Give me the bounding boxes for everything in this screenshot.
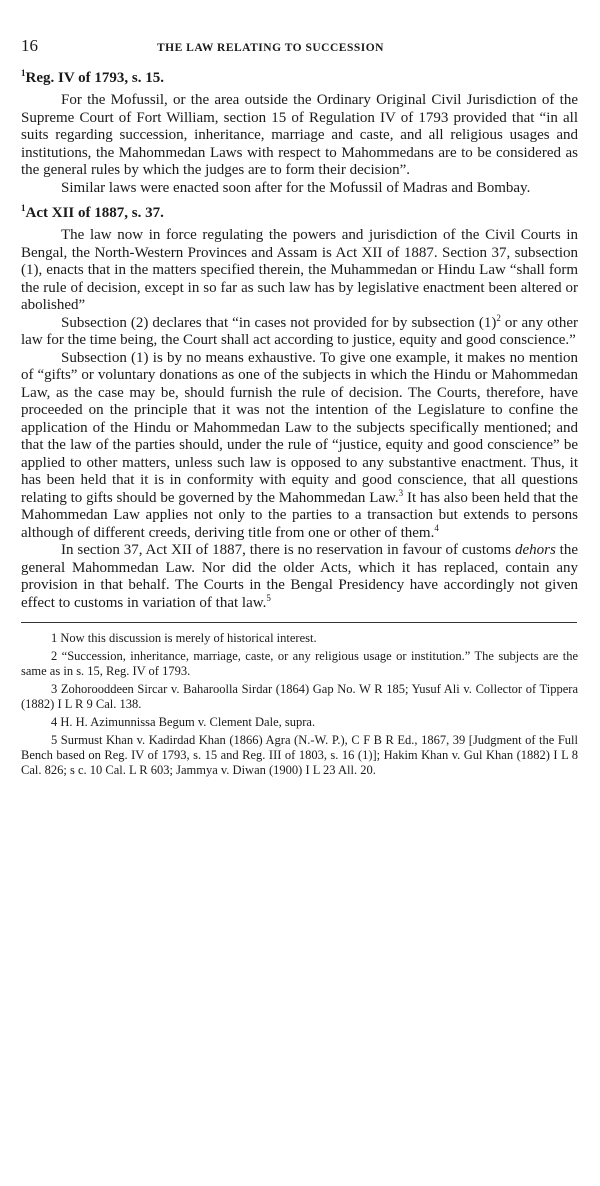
text-run: the general Mahommedan Law. Nor did the older Acts, which it has replaced, contain any provision in that behalf. The Courts in the Bengal Presidency have accordingly not given effect to customs in variation of that law. (21, 542, 579, 611)
italic-term: dehors (514, 542, 556, 558)
footnote: 3 Zohorooddeen Sircar v. Baharoolla Sirdar (1864) Gap No. W R 185; Yusuf Ali v. Collector of Tippera (1882) I L R 9 Cal. 138. (21, 682, 578, 711)
text-run: Subsection (2) declares that “in cases not provided for by subsection (1) (61, 314, 497, 331)
footnote: 1 Now this discussion is merely of historical interest. (51, 631, 317, 645)
footnote-ref: 5 (266, 592, 271, 603)
footnote-ref: 1 (21, 203, 26, 213)
section-heading-act-xii (21, 203, 578, 223)
page-number: 16 (21, 36, 38, 55)
footnote: 2 “Succession, inheritance, marriage, caste, or any religious usage or institution.” The subjects are the same as in s. 15, Reg. IV of 1793. (21, 649, 578, 678)
page-header (21, 36, 578, 64)
text-run: or any other law for the time being, the Court shall act according to justice, equity and good conscience.” (21, 314, 578, 348)
paragraph (21, 350, 578, 543)
paragraph: The law now in force regulating the powers and jurisdiction of the Civil Courts in Bengal, the North-Western Provinces and Assam is Act XII of 1887. Section 37, subsection (1), enacts that in the matters specified therein, the Muhammedan or Hindu Law “shall form the rule of decision, except in so far as such law has by legislative enactment been altered or abolished” (21, 227, 578, 313)
footnote: 4 H. H. Azimunnissa Begum v. Clement Dale, supra. (51, 715, 316, 729)
footnote-ref: 2 (496, 312, 501, 323)
footnote-divider (21, 622, 577, 623)
text-run: Subsection (1) is by no means exhaustive. To give one example, it makes no mention of “gifts” or voluntary donations as one of the subjects in which the Hindu or Mahommedan Law, as the case may be, should furnish the rule of decision. The Courts, therefore, have proceeded on the principle that it was not the intention of the Legislature to confine the application of the Hindu or Mahommedan Law to the subjects specifically mentioned; and that the law of the parties should, under the rule of “justice, equity and good conscience” be applied to other matters, unless such law is opposed to any substantive enactment. Thus, it has been held that it is in conformity with equity and good conscience, that all questions relating to gifts should be governed by the Mahommedan Law. (21, 349, 578, 506)
footnotes (21, 631, 578, 778)
footnote-ref: 3 (398, 487, 404, 498)
text-run: In section 37, Act XII of 1887, there is no reservation in favour of customs (61, 542, 515, 558)
heading-text: Act XII of 1887, s. 37. (25, 205, 164, 221)
paragraph (21, 312, 578, 350)
footnote-ref: 4 (434, 522, 439, 533)
paragraph: For the Mofussil, or the area outside the Ordinary Original Civil Jurisdiction of the Supreme Court of Fort William, section 15 of Regulation IV of 1793 provided that “in all suits regarding succession, inheritance, marriage and caste, and all religious usages and institutions, the Mahommedan Laws with respect to Mahommedans are to be considered as the general rules by which the judges are to form their decision”. (21, 92, 578, 178)
heading-text: Reg. IV of 1793, s. 15. (25, 70, 164, 86)
paragraph (21, 542, 578, 612)
paragraph: Similar laws were enacted soon after for the Mofussil of Madras and Bombay. (61, 179, 531, 196)
running-head: THE LAW RELATING TO SUCCESSION (157, 42, 384, 54)
footnote: 5 Surmust Khan v. Kadirdad Khan (1866) Agra (N.-W. P.), C F B R Ed., 1867, 39 [Judgment of the Full Bench based on Reg. IV of 1793, s. 15 and Reg. III of 1803, s. 16 (1)]; Hakim Khan v. Gul Khan (1882) I L 8 Cal. 826; s c. 10 Cal. L R 603; Jammya v. Diwan (1900) I L 23 All. 20. (21, 733, 578, 777)
footnote-ref: 1 (21, 68, 26, 78)
section-heading-reg-iv (21, 68, 578, 88)
text-run: It has also been held that the Mahommedan Law applies not only to the parties to a transaction but extends to persons although of different creeds, deriving title from one or other of them. (21, 489, 579, 541)
